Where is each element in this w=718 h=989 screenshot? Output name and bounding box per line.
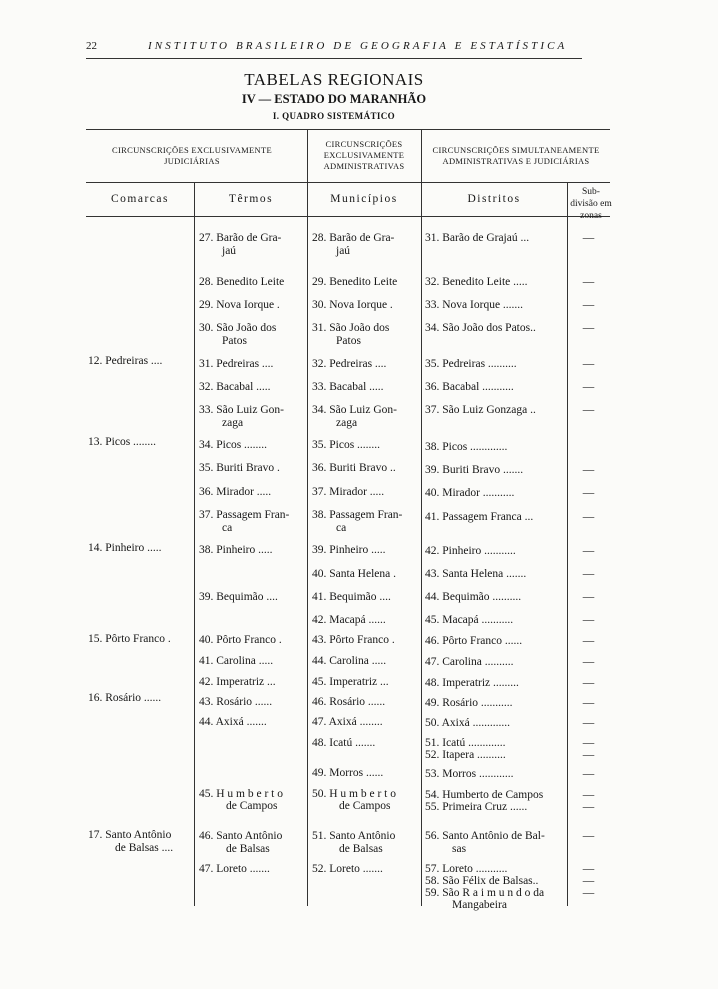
header-rule <box>86 58 582 59</box>
distrito-cell: 58. São Félix de Balsas.. <box>425 875 539 887</box>
subdivision-dash: — <box>582 545 595 557</box>
municipio-cell: 37. Mirador ..... <box>312 486 385 498</box>
termo-cell: 47. Loreto ....... <box>199 863 270 875</box>
subdivision-dash: — <box>582 299 595 311</box>
termo-cell: 40. Pôrto Franco . <box>199 634 282 646</box>
termo-cell: 45. H u m b e r t o <box>199 788 284 800</box>
subdivision-dash: — <box>582 487 595 499</box>
distrito-cell: 36. Bacabal ........... <box>425 381 514 393</box>
municipio-cell: jaú <box>336 245 351 257</box>
col-header-termos: Têrmos <box>228 193 274 205</box>
municipio-cell: 36. Buriti Bravo .. <box>312 462 396 474</box>
municipio-cell: 39. Pinheiro ..... <box>312 544 386 556</box>
comarca-cell: 17. Santo Antônio <box>88 829 172 841</box>
termo-cell: 29. Nova Iorque . <box>199 299 280 311</box>
termo-cell: 38. Pinheiro ..... <box>199 544 273 556</box>
termo-cell: 34. Picos ........ <box>199 439 268 451</box>
group-header-rule <box>86 182 610 183</box>
municipio-cell: 51. Santo Antônio <box>312 830 396 842</box>
distrito-cell: 35. Pedreiras .......... <box>425 358 517 370</box>
distrito-cell: 53. Morros ............ <box>425 768 514 780</box>
subdivision-dash: — <box>582 717 595 729</box>
comarca-cell: 13. Picos ........ <box>88 436 157 448</box>
distrito-cell: 49. Rosário ........... <box>425 697 513 709</box>
municipio-cell: 29. Benedito Leite <box>312 276 398 288</box>
subdivision-dash: — <box>582 737 595 749</box>
municipio-cell: 31. São João dos <box>312 322 390 334</box>
distrito-cell: 52. Itapera .......... <box>425 749 506 761</box>
termo-cell: de Campos <box>226 800 278 812</box>
distrito-cell: 37. São Luiz Gonzaga .. <box>425 404 536 416</box>
termo-cell: 27. Barão de Gra- <box>199 232 282 244</box>
distrito-cell: 59. São R a i m u n d o da <box>425 887 545 899</box>
municipio-cell: 46. Rosário ...... <box>312 696 386 708</box>
subdivision-dash: — <box>582 830 595 842</box>
distrito-cell: 54. Humberto de Campos <box>425 789 544 801</box>
termo-cell: 28. Benedito Leite <box>199 276 285 288</box>
termo-cell: 43. Rosário ...... <box>199 696 273 708</box>
subdivision-dash: — <box>582 511 595 523</box>
subdivision-dash: — <box>582 614 595 626</box>
termo-cell: de Balsas <box>226 843 270 855</box>
termo-cell: 39. Bequimão .... <box>199 591 278 603</box>
subdivision-dash: — <box>582 635 595 647</box>
column-divider <box>307 129 308 906</box>
municipio-cell: 52. Loreto ....... <box>312 863 383 875</box>
distrito-cell: 32. Benedito Leite ..... <box>425 276 528 288</box>
subdivision-dash: — <box>582 801 595 813</box>
page-number: 22 <box>86 40 97 52</box>
comarca-cell: de Balsas .... <box>115 842 174 854</box>
municipio-cell: de Balsas <box>339 843 383 855</box>
distrito-cell: Mangabeira <box>452 899 507 911</box>
municipio-cell: zaga <box>336 417 358 429</box>
distrito-cell: 31. Barão de Grajaú ... <box>425 232 530 244</box>
municipio-cell: ca <box>336 522 347 534</box>
subdivision-dash: — <box>582 232 595 244</box>
termo-cell: 41. Carolina ..... <box>199 655 274 667</box>
municipio-cell: 30. Nova Iorque . <box>312 299 393 311</box>
distrito-cell: sas <box>452 843 467 855</box>
termo-cell: 35. Buriti Bravo . <box>199 462 280 474</box>
municipio-cell: Patos <box>336 335 361 347</box>
distrito-cell: 46. Pôrto Franco ...... <box>425 635 523 647</box>
distrito-cell: 56. Santo Antônio de Bal- <box>425 830 545 842</box>
subdivision-dash: — <box>582 276 595 288</box>
comarca-cell: 15. Pôrto Franco . <box>88 633 171 645</box>
termo-cell: 32. Bacabal ..... <box>199 381 271 393</box>
municipio-cell: 32. Pedreiras .... <box>312 358 387 370</box>
subdivision-dash: — <box>582 789 595 801</box>
municipio-cell: 35. Picos ........ <box>312 439 381 451</box>
distrito-cell: 44. Bequimão .......... <box>425 591 522 603</box>
municipio-cell: 28. Barão de Gra- <box>312 232 395 244</box>
col-header-distritos: Distritos <box>467 193 521 205</box>
column-divider <box>194 182 195 906</box>
subdivision-dash: — <box>582 887 595 899</box>
subdivision-dash: — <box>582 464 595 476</box>
termo-cell: Patos <box>222 335 247 347</box>
subdivision-dash: — <box>582 358 595 370</box>
group-header-judicial: CIRCUNSCRIÇÕES EXCLUSIVAMENTE JUDICIÁRIAS <box>112 145 272 166</box>
distrito-cell: 55. Primeira Cruz ...... <box>425 801 528 813</box>
comarca-cell: 16. Rosário ...... <box>88 692 162 704</box>
distrito-cell: 34. São João dos Patos.. <box>425 322 536 334</box>
comarca-cell: 14. Pinheiro ..... <box>88 542 162 554</box>
distrito-cell: 57. Loreto ........... <box>425 863 508 875</box>
termo-cell: 44. Axixá ....... <box>199 716 267 728</box>
municipio-cell: 33. Bacabal ..... <box>312 381 384 393</box>
termo-cell: 37. Passagem Fran- <box>199 509 290 521</box>
subdivision-dash: — <box>582 749 595 761</box>
subdivision-dash: — <box>582 568 595 580</box>
termo-cell: zaga <box>222 417 244 429</box>
distrito-cell: 47. Carolina .......... <box>425 656 514 668</box>
distrito-cell: 38. Picos ............. <box>425 441 508 453</box>
state-title: IV — ESTADO DO MARANHÃO <box>241 92 427 106</box>
termo-cell: ca <box>222 522 233 534</box>
distrito-cell: 33. Nova Iorque ....... <box>425 299 524 311</box>
subdivision-dash: — <box>582 863 595 875</box>
distrito-cell: 42. Pinheiro ........... <box>425 545 516 557</box>
distrito-cell: 51. Icatú ............. <box>425 737 506 749</box>
subdivision-dash: — <box>582 677 595 689</box>
municipio-cell: 42. Macapá ...... <box>312 614 386 626</box>
municipio-cell: 40. Santa Helena . <box>312 568 396 580</box>
comarca-cell: 12. Pedreiras .... <box>88 355 163 367</box>
col-header-municipios: Municípios <box>330 193 398 205</box>
subdivision-dash: — <box>582 322 595 334</box>
subdivision-dash: — <box>582 381 595 393</box>
municipio-cell: 43. Pôrto Franco . <box>312 634 395 646</box>
group-header-both: CIRCUNSCRIÇÕES SIMULTANEAMENTE ADMINISTRATIVAS E JUDICIÁRIAS <box>432 145 600 166</box>
termo-cell: 33. São Luiz Gon- <box>199 404 284 416</box>
subdivision-dash: — <box>582 591 595 603</box>
distrito-cell: 40. Mirador ........... <box>425 487 515 499</box>
table-top-rule <box>86 129 610 130</box>
municipio-cell: 48. Icatú ....... <box>312 737 376 749</box>
distrito-cell: 43. Santa Helena ....... <box>425 568 527 580</box>
municipio-cell: 44. Carolina ..... <box>312 655 387 667</box>
running-head-title: INSTITUTO BRASILEIRO DE GEOGRAFIA E ESTATÍSTICA <box>148 40 568 52</box>
group-header-admin: CIRCUNSCRIÇÕES EXCLUSIVAMENTE ADMINISTRATIVAS <box>323 139 405 171</box>
distrito-cell: 41. Passagem Franca ... <box>425 511 534 523</box>
subdivision-dash: — <box>582 656 595 668</box>
col-header-subdivisao: Sub-divisão em zonas <box>570 187 612 221</box>
distrito-cell: 50. Axixá ............. <box>425 717 510 729</box>
termo-cell: jaú <box>222 245 237 257</box>
distrito-cell: 39. Buriti Bravo ....... <box>425 464 524 476</box>
column-divider <box>421 129 422 906</box>
municipio-cell: de Campos <box>339 800 391 812</box>
municipio-cell: 49. Morros ...... <box>312 767 384 779</box>
main-title: TABELAS REGIONAIS <box>244 70 424 89</box>
subdivision-dash: — <box>582 875 595 887</box>
termo-cell: 31. Pedreiras .... <box>199 358 274 370</box>
subdivision-dash: — <box>582 404 595 416</box>
distrito-cell: 45. Macapá ........... <box>425 614 514 626</box>
municipio-cell: 50. H u m b e r t o <box>312 788 397 800</box>
termo-cell: 36. Mirador ..... <box>199 486 272 498</box>
municipio-cell: 47. Axixá ........ <box>312 716 383 728</box>
distrito-cell: 48. Imperatriz ......... <box>425 677 519 689</box>
termo-cell: 42. Imperatriz ... <box>199 676 276 688</box>
section-title: I. QUADRO SISTEMÁTICO <box>272 111 396 121</box>
municipio-cell: 45. Imperatriz ... <box>312 676 389 688</box>
termo-cell: 46. Santo Antônio <box>199 830 283 842</box>
subdivision-dash: — <box>582 768 595 780</box>
col-header-comarcas: Comarcas <box>111 193 169 205</box>
municipio-cell: 34. São Luiz Gon- <box>312 404 397 416</box>
column-header-rule <box>86 216 610 217</box>
municipio-cell: 38. Passagem Fran- <box>312 509 403 521</box>
subdivision-dash: — <box>582 697 595 709</box>
municipio-cell: 41. Bequimão .... <box>312 591 391 603</box>
termo-cell: 30. São João dos <box>199 322 277 334</box>
